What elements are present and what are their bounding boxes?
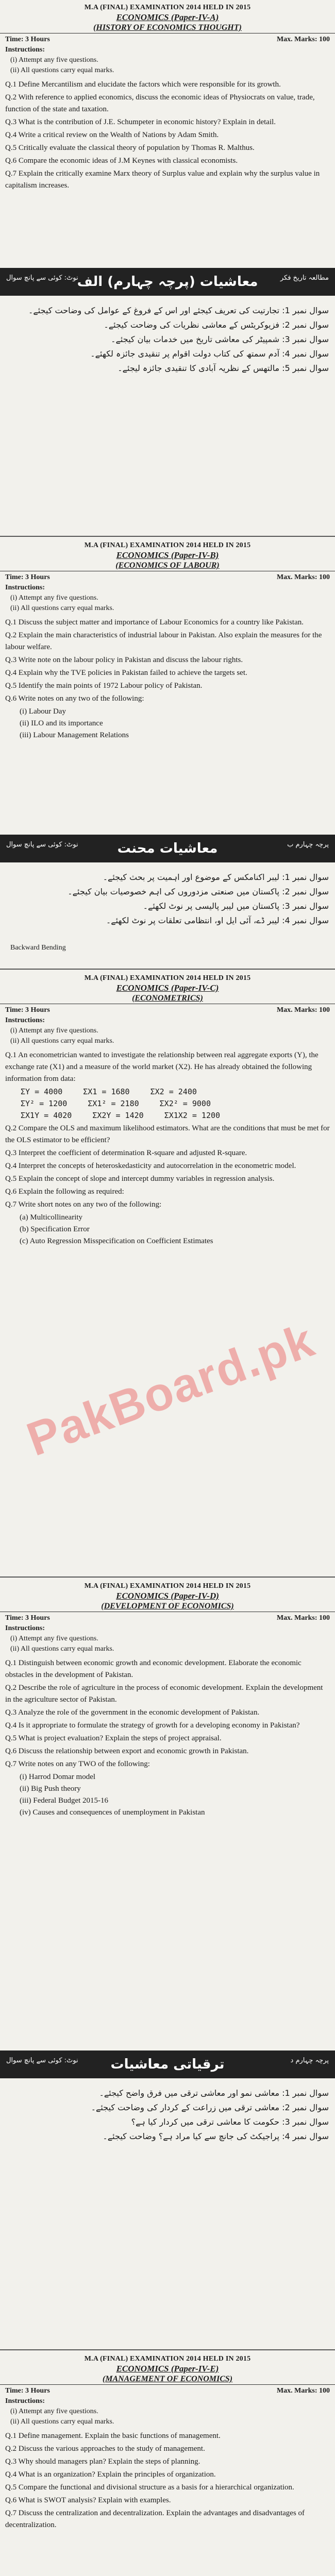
time-marks-bar bbox=[0, 1612, 335, 1623]
question: Q.1 Discuss the subject matter and importance of Labour Economics for a country like Pakistan. bbox=[5, 618, 304, 626]
sub-item: (i) Labour Day bbox=[20, 707, 66, 716]
sub-item: (ii) Big Push theory bbox=[20, 1785, 81, 1793]
exam-header: M.A (FINAL) EXAMINATION 2014 HELD IN 2015 bbox=[84, 541, 251, 549]
paper-subject: ECONOMICS (Paper-IV-C) bbox=[116, 983, 219, 993]
paper-subtitle: (ECONOMETRICS) bbox=[132, 994, 203, 1003]
urdu-title: معاشیات محنت bbox=[117, 841, 218, 856]
question-list bbox=[0, 1046, 335, 1249]
time-marks-bar bbox=[0, 1004, 335, 1015]
question-list bbox=[0, 2427, 335, 2534]
question: Q.4 Explain why the TVE policies in Pakistan failed to achieve the targets set. bbox=[5, 669, 247, 677]
instruction-line: (i) Attempt any five questions. bbox=[10, 2408, 98, 2415]
formula: ΣX2² = 9000 bbox=[159, 1099, 211, 1108]
instruction-line: (ii) All questions carry equal marks. bbox=[10, 1037, 114, 1045]
urdu-question: سوال نمبر 5: مالتھس کے نظریہ آبادی کا تنقیدی جائزہ لیجئے۔ bbox=[118, 363, 329, 373]
time-label: Time: 3 Hours bbox=[5, 1006, 50, 1014]
question: Q.3 Analyze the role of the government in the economic development of Pakistan. bbox=[5, 1708, 260, 1717]
instruction-line: (ii) All questions carry equal marks. bbox=[10, 604, 114, 612]
time-marks-bar bbox=[0, 33, 335, 45]
instructions-label: Instructions: bbox=[5, 584, 45, 591]
instruction-line: (i) Attempt any five questions. bbox=[10, 56, 98, 64]
question: Q.1 Define Mercantilism and elucidate the factors which were responsible for its growth. bbox=[5, 80, 281, 89]
question: Q.4 Write a critical review on the Wealth of Nations by Adam Smith. bbox=[5, 131, 219, 139]
formula-row bbox=[5, 1098, 330, 1110]
sub-item: (iii) Labour Management Relations bbox=[20, 731, 129, 739]
question: Q.2 Compare the OLS and maximum likelihood estimators. What are the conditions that must be met for the OLS estimator to be efficient? bbox=[5, 1124, 330, 1144]
urdu-band-right: پرچہ چہارم د bbox=[290, 2057, 329, 2064]
question: Q.2 With reference to applied economics, discuss the economic ideas of Physiocrats on value, trade, function of the state and taxation. bbox=[5, 93, 315, 113]
question: Q.5 What is project evaluation? Explain the steps of project appraisal. bbox=[5, 1734, 222, 1742]
paper-subject: ECONOMICS (Paper-IV-B) bbox=[116, 550, 219, 560]
urdu-band-right: مطالعہ تاریخ فکر bbox=[280, 274, 329, 282]
formula: ΣX1² = 2180 bbox=[88, 1099, 139, 1108]
question: Q.4 Interpret the concepts of heteroskedasticity and autocorrelation in the econometric model. bbox=[5, 1162, 296, 1170]
question: Q.2 Explain the main characteristics of industrial labour in Pakistan. Also explain the measures for the labour welfare. bbox=[5, 631, 322, 651]
urdu-question: سوال نمبر 3: شمپیٹر کی معاشی تاریخ میں خدمات بیان کیجئے۔ bbox=[111, 334, 329, 344]
question: Q.7 Write short notes on any two of the following: bbox=[5, 1200, 162, 1209]
watermark: PakBoard.pk bbox=[20, 1313, 322, 1466]
sub-item: (i) Harrod Domar model bbox=[20, 1773, 96, 1781]
question: Q.6 What is SWOT analysis? Explain with examples. bbox=[5, 2496, 171, 2504]
question: Q.5 Explain the concept of slope and intercept dummy variables in regression analysis. bbox=[5, 1175, 275, 1183]
question: Q.5 Compare the functional and divisional structure as a basis for a hierarchical organization. bbox=[5, 2483, 294, 2492]
formula: ΣX1 = 1680 bbox=[83, 1087, 130, 1096]
instructions-label: Instructions: bbox=[5, 1016, 45, 1024]
formula: ΣY² = 1200 bbox=[21, 1099, 68, 1108]
formula: ΣX1Y = 4020 bbox=[21, 1111, 72, 1120]
question: Q.4 What is an organization? Explain the principles of organization. bbox=[5, 2470, 216, 2479]
time-marks-bar bbox=[0, 571, 335, 583]
paper-subtitle: (MANAGEMENT OF ECONOMICS) bbox=[102, 2375, 233, 2383]
urdu-question: سوال نمبر 3: حکومت کا معاشی ترقی میں کردار کیا ہے؟ bbox=[131, 2117, 329, 2127]
marks-label: Max. Marks: 100 bbox=[276, 2387, 330, 2395]
question: Q.2 Describe the role of agriculture in the process of economic development. Explain the development in the agriculture sector of Pakistan. bbox=[5, 1684, 323, 1704]
formula: ΣX1X2 = 1200 bbox=[164, 1111, 221, 1120]
sub-item: (a) Multicollinearity bbox=[20, 1213, 83, 1222]
paper-subtitle: (ECONOMICS OF LABOUR) bbox=[115, 561, 220, 570]
urdu-questions bbox=[0, 2087, 335, 2144]
sub-item: (iv) Causes and consequences of unemployment in Pakistan bbox=[20, 1808, 205, 1817]
urdu-questions bbox=[0, 871, 335, 928]
urdu-question: سوال نمبر 2: پاکستان میں صنعتی مزدوروں کی اہم خصوصیات بیان کیجئے۔ bbox=[68, 887, 329, 896]
section-divider bbox=[0, 969, 335, 970]
sub-item: (c) Auto Regression Misspecification on Coefficient Estimates bbox=[20, 1237, 213, 1245]
question: Q.5 Critically evaluate the classical theory of population by Thomas R. Malthus. bbox=[5, 144, 255, 152]
time-label: Time: 3 Hours bbox=[5, 1614, 50, 1622]
question: Q.5 Identify the main points of 1972 Labour policy of Pakistan. bbox=[5, 682, 203, 690]
urdu-questions bbox=[0, 304, 335, 376]
instruction-line: (ii) All questions carry equal marks. bbox=[10, 1645, 114, 1653]
urdu-question: سوال نمبر 2: معاشی ترقی میں زراعت کے کردار کی وضاحت کیجئے۔ bbox=[91, 2103, 329, 2112]
paper-a bbox=[0, 0, 335, 515]
urdu-question: سوال نمبر 4: آدم سمتھ کی کتاب دولت اقوام پر تنقیدی جائزہ لکھئے۔ bbox=[90, 349, 329, 359]
exam-header: M.A (FINAL) EXAMINATION 2014 HELD IN 2015 bbox=[84, 4, 251, 11]
urdu-title: ترقیاتی معاشیات bbox=[110, 2057, 225, 2072]
section-divider bbox=[0, 2349, 335, 2350]
section-divider bbox=[0, 536, 335, 537]
question-list bbox=[0, 614, 335, 743]
urdu-band-left: نوٹ: کوئی سے پانچ سوال bbox=[6, 841, 78, 849]
section-divider bbox=[0, 1577, 335, 1578]
time-label: Time: 3 Hours bbox=[5, 36, 50, 43]
instructions-label: Instructions: bbox=[5, 46, 45, 54]
question-list bbox=[0, 1654, 335, 1821]
formula-row bbox=[5, 1110, 330, 1122]
formula: ΣX2 = 2400 bbox=[150, 1087, 197, 1096]
formula-row bbox=[5, 1086, 330, 1098]
instruction-line: (i) Attempt any five questions. bbox=[10, 1027, 98, 1035]
instructions-label: Instructions: bbox=[5, 2397, 45, 2405]
question: Q.3 What is the contribution of J.E. Schumpeter in economic history? Explain in detail. bbox=[5, 118, 276, 126]
question: Q.3 Write note on the labour policy in Pakistan and discuss the labour rights. bbox=[5, 656, 243, 664]
time-label: Time: 3 Hours bbox=[5, 2387, 50, 2395]
urdu-title-band bbox=[0, 835, 335, 862]
urdu-question: سوال نمبر 4: لیبر ڈے، آئی ایل او، انتظامی تعلقات پر نوٹ لکھئے۔ bbox=[106, 916, 329, 925]
urdu-band-left: نوٹ: کوئی سے پانچ سوال bbox=[6, 2057, 78, 2064]
question: Q.1 Distinguish between economic growth and economic development. Elaborate the economic obstacles in the development of Pakistan. bbox=[5, 1659, 301, 1679]
instruction-line: (ii) All questions carry equal marks. bbox=[10, 66, 114, 74]
question: Q.1 An econometrician wanted to investigate the relationship between real aggregate exports (Y), the exchange rate (X1) and a measure of the world market (X2). He has already obtained the following information from data: bbox=[5, 1051, 319, 1083]
paper-subject: ECONOMICS (Paper-IV-D) bbox=[116, 1591, 219, 1601]
paper-subject: ECONOMICS (Paper-IV-A) bbox=[116, 12, 219, 22]
question: Q.6 Explain the following as required: bbox=[5, 1188, 124, 1196]
marks-label: Max. Marks: 100 bbox=[276, 1006, 330, 1014]
instructions-label: Instructions: bbox=[5, 1624, 45, 1632]
urdu-question: سوال نمبر 1: تجارتیت کی تعریف کیجئے اور اس کے فروغ کے عوامل کی وضاحت کیجئے۔ bbox=[28, 306, 329, 315]
urdu-question: سوال نمبر 1: لیبر اکنامکس کے موضوع اور اہمیت پر بحث کیجئے۔ bbox=[103, 872, 329, 882]
question: Q.7 Write notes on any TWO of the following: bbox=[5, 1760, 150, 1768]
time-marks-bar bbox=[0, 2384, 335, 2396]
instruction-line: (ii) All questions carry equal marks. bbox=[10, 2418, 114, 2426]
urdu-title-band bbox=[0, 2050, 335, 2078]
marks-label: Max. Marks: 100 bbox=[276, 36, 330, 43]
urdu-question: سوال نمبر 4: پراجیکٹ کی جانچ سے کیا مراد ہے؟ وضاحت کیجئے۔ bbox=[103, 2131, 329, 2141]
marks-label: Max. Marks: 100 bbox=[276, 573, 330, 581]
question: Q.3 Interpret the coefficient of determination R-square and adjusted R-square. bbox=[5, 1149, 247, 1157]
paper-d bbox=[0, 1579, 335, 2042]
urdu-question: سوال نمبر 2: فزیوکریٹس کے معاشی نظریات کی وضاحت کیجئے۔ bbox=[104, 320, 329, 330]
urdu-title: معاشیات (پرچہ چہارم) الف bbox=[77, 274, 258, 290]
sub-item: (ii) ILO and its importance bbox=[20, 719, 103, 727]
question: Q.6 Discuss the relationship between export and economic growth in Pakistan. bbox=[5, 1747, 249, 1755]
formula: ΣY = 4000 bbox=[21, 1087, 63, 1096]
time-label: Time: 3 Hours bbox=[5, 573, 50, 581]
formula: ΣX2Y = 1420 bbox=[92, 1111, 144, 1120]
exam-header: M.A (FINAL) EXAMINATION 2014 HELD IN 2015 bbox=[84, 2355, 251, 2363]
question: Q.7 Discuss the centralization and decentralization. Explain the advantages and disadvantages of decentralization. bbox=[5, 2509, 305, 2529]
instruction-line: (i) Attempt any five questions. bbox=[10, 594, 98, 602]
urdu-band-left: نوٹ: کوئی سے پانچ سوال bbox=[6, 274, 78, 282]
exam-header: M.A (FINAL) EXAMINATION 2014 HELD IN 2015 bbox=[84, 974, 251, 982]
question: Q.1 Define management. Explain the basic functions of management. bbox=[5, 2432, 221, 2440]
question: Q.6 Write notes on any two of the following: bbox=[5, 694, 144, 703]
question: Q.4 Is it appropriate to formulate the strategy of growth for a developing economy in Pakistan? bbox=[5, 1721, 300, 1730]
question: Q.6 Compare the economic ideas of J.M Keynes with classical economists. bbox=[5, 157, 238, 165]
urdu-question: سوال نمبر 1: معاشی نمو اور معاشی ترقی میں فرق واضح کیجئے۔ bbox=[99, 2088, 329, 2098]
question: Q.2 Discuss the various approaches to the study of management. bbox=[5, 2445, 205, 2453]
sub-item: (b) Specification Error bbox=[20, 1225, 90, 1233]
paper-e bbox=[0, 2351, 335, 2576]
paper-subtitle: (DEVELOPMENT OF ECONOMICS) bbox=[101, 1602, 234, 1611]
question: Q.3 Why should managers plan? Explain the steps of planning. bbox=[5, 2458, 200, 2466]
marks-label: Max. Marks: 100 bbox=[276, 1614, 330, 1622]
trailing-note: Backward Bending bbox=[10, 944, 66, 952]
question-list bbox=[0, 76, 335, 195]
paper-c bbox=[0, 971, 335, 1573]
paper-subject: ECONOMICS (Paper-IV-E) bbox=[116, 2364, 219, 2374]
question: Q.7 Explain the critically examine Marx theory of Surplus value and explain why the surplus value in capitalism increases. bbox=[5, 170, 320, 190]
urdu-title-band bbox=[0, 268, 335, 296]
exam-header: M.A (FINAL) EXAMINATION 2014 HELD IN 2015 bbox=[84, 1582, 251, 1590]
sub-item: (iii) Federal Budget 2015-16 bbox=[20, 1797, 109, 1805]
instruction-line: (i) Attempt any five questions. bbox=[10, 1635, 98, 1642]
paper-subtitle: (HISTORY OF ECONOMICS THOUGHT) bbox=[93, 23, 242, 32]
urdu-band-right: پرچہ چہارم ب bbox=[287, 841, 329, 849]
urdu-question: سوال نمبر 3: پاکستان میں لیبر پالیسی پر نوٹ لکھئے۔ bbox=[143, 901, 329, 911]
